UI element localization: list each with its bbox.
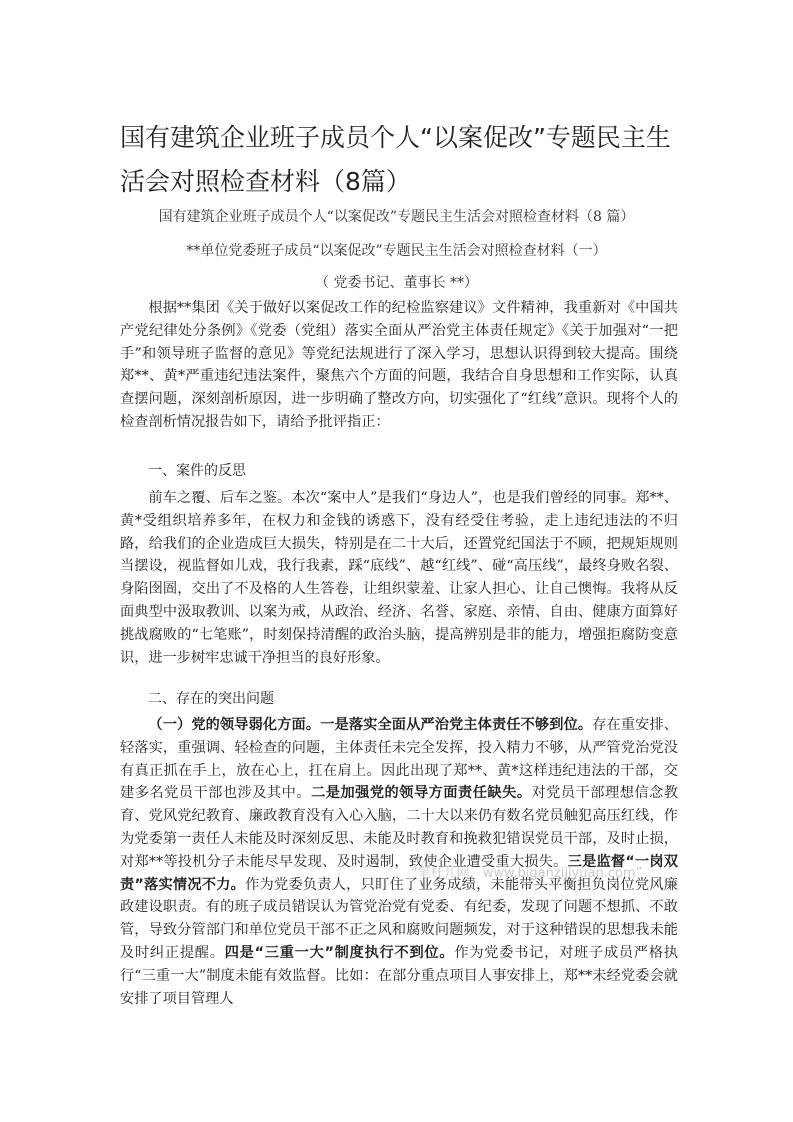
watermark: “笔杆儿网，www.biganzijiyuan.com”: [411, 866, 643, 881]
problem-lead-3: 三是监督“一岗双责”落实情况不力。: [120, 853, 678, 893]
problem-text-1: 存在重安排、轻落实，重强调、轻检查的问题，主体责任未完全发挥，投入精力不够，从严管党治党没有真正抓在手上，放在心上，扛在肩上。因此出现了郑**、黄*这样违纪违法的干部，交建多名党员干部也涉及其中。: [120, 717, 678, 802]
heading-case-reflection: 一、案件的反思: [148, 463, 246, 479]
problem-text-3: 作为党委负责人，只盯住了业务成绩，未能带头平衡担负岗位党风廉政建设职责。有的班子成员错误认为管党治党有党委、有纪委，发现了问题不想抓、不敢管，导致分管部门和单位党员干部不正之风和腐败问题频发，对于这种错误的思想我未能及时纠正提醒。: [120, 876, 678, 961]
problem-lead-2: 二是加强党的领导方面责任缺失。: [311, 785, 532, 802]
heading-problems: 二、存在的突出问题: [148, 691, 274, 707]
problem-lead-4: 四是“三重一大”制度执行不到位。: [224, 944, 455, 961]
problem-text-2: 对党员干部理想信念教育、党风党纪教育、廉政教育没有入心入脑，二十大以来仍有数名党员触犯高压红线，作为党委第一责任人未能及时深刻反思、未能及时教育和挽救犯错误党员干部，及时止损，对郑**等投机分子未能尽早发现、及时遏制，致使企业遭受重大损失。: [120, 785, 678, 870]
intro-paragraph: 根据**集团《关于做好以案促改工作的纪检监察建议》文件精神，我重新对《中国共产党纪律处分条例》《党委（党组）落实全面从严治党主体责任规定》《关于加强对“一把手”和领导班子监督的意见》等党纪法规进行了深入学习，思想认识得到较大提高。围绕郑**、黄*严重违纪违法案件，聚焦六个方面的问题，我结合自身思想和工作实际，认真查摆问题，深刻剖析原因，进一步明确了整改方向，切实强化了“红线”意识。现将个人的检查剖析情况报告如下，请给予批评指正：: [120, 300, 678, 430]
problem-text-4: 作为党委书记，对班子成员严格执行“三重一大”制度未能有效监督。比如：在部分重点项目人事安排上，郑**未经党委会就安排了项目管理人: [120, 944, 678, 1007]
section-title: **单位党委班子成员“以案促改”专题民主生活会对照检查材料（一）: [186, 243, 607, 259]
problem-lead-1: （一）党的领导弱化方面。一是落实全面从严治党主体责任不够到位。: [148, 717, 593, 733]
author-line: （ 党委书记、董事长 **）: [315, 275, 478, 291]
document-title: 国有建筑企业班子成员个人“以案促改”专题民主生活会对照检查材料（8篇）: [120, 123, 671, 196]
document-subtitle: 国有建筑企业班子成员个人“以案促改”专题民主生活会对照检查材料（8 篇）: [158, 209, 635, 225]
case-reflection-paragraph: 前车之覆、后车之鉴。本次“案中人”是我们“身边人”，也是我们曾经的同事。郑**、黄*受组织培养多年，在权力和金钱的诱惑下，没有经受住考验，走上违纪违法的不归路，给我们的企业造成巨大损失，特别是在二十大后，还置党纪国法于不顾，把规矩规则当摆设，视监督如儿戏，我行我素，踩“底线”、越“红线”、碰“高压线”，最终身败名裂、身陷囹圄，交出了不及格的人生答卷，让组织蒙羞、让家人担心、让自己懊悔。我将从反面典型中汲取教训、以案为戒，从政治、经济、名誉、家庭、亲情、自由、健康方面算好挑战腐败的“七笔账”，时刻保持清醒的政治头脑，提高辨别是非的能力，增强拒腐防变意识，进一步树牢忠诚干净担当的良好形象。: [120, 490, 678, 666]
